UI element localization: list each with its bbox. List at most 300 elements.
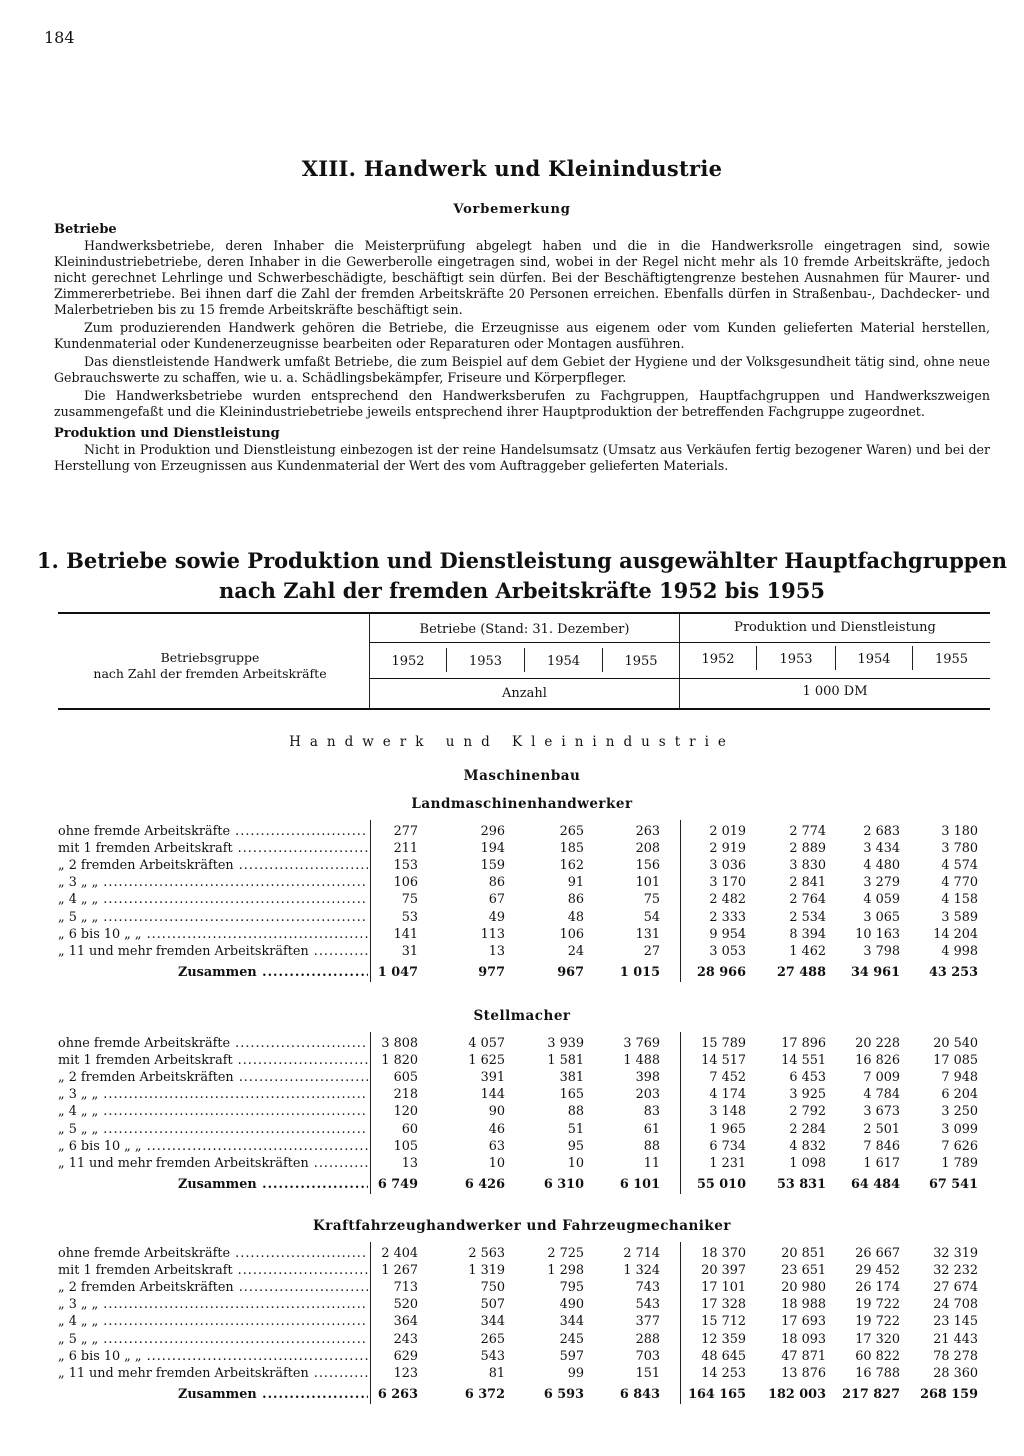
table-row bbox=[0, 1139, 1024, 1156]
cell-value: 90 bbox=[488, 1104, 505, 1120]
cell-value: 81 bbox=[488, 1365, 505, 1381]
table-row bbox=[0, 1053, 1024, 1070]
cell-value: 17 693 bbox=[781, 1314, 826, 1330]
cell-value: 78 278 bbox=[933, 1348, 978, 1364]
cell-value: 6 263 bbox=[377, 1386, 418, 1402]
cell-value: 23 145 bbox=[933, 1314, 978, 1330]
cell-value: 48 645 bbox=[701, 1348, 746, 1364]
cell-value: 27 674 bbox=[933, 1280, 978, 1296]
cell-value: 605 bbox=[393, 1070, 418, 1086]
cell-value: 3 808 bbox=[381, 1036, 418, 1051]
cell-value: 344 bbox=[559, 1314, 584, 1330]
cell-value: 19 722 bbox=[855, 1297, 900, 1313]
row-label: Zusammen ..... bbox=[178, 1387, 368, 1402]
cell-value: 54 bbox=[643, 909, 660, 925]
cell-value: 3 099 bbox=[941, 1121, 978, 1137]
year-divider bbox=[756, 646, 757, 670]
cell-value: 113 bbox=[480, 926, 505, 942]
cell-value: 2 501 bbox=[863, 1121, 900, 1137]
cell-value: 3 434 bbox=[863, 841, 900, 857]
cell-value: 1 965 bbox=[709, 1121, 746, 1137]
cell-value: 208 bbox=[635, 841, 660, 857]
cell-value: 3 939 bbox=[547, 1036, 584, 1051]
table-row bbox=[0, 927, 1024, 944]
cell-value: 3 180 bbox=[941, 824, 978, 839]
row-label: „ 11 und mehr fremden Arbeitskräften ..... bbox=[58, 1156, 368, 1171]
year-divider bbox=[602, 648, 603, 672]
group-heading: Kraftfahrzeughandwerker und Fahrzeugmechaniker bbox=[313, 1218, 731, 1234]
table-row bbox=[0, 824, 1024, 841]
cell-value: 1 617 bbox=[863, 1155, 900, 1171]
table-row bbox=[0, 1036, 1024, 1053]
cell-value: 43 253 bbox=[929, 964, 978, 980]
cell-value: 26 174 bbox=[855, 1280, 900, 1296]
cell-value: 750 bbox=[480, 1280, 505, 1296]
cell-value: 88 bbox=[567, 1104, 584, 1120]
cell-value: 795 bbox=[559, 1280, 584, 1296]
cell-value: 9 954 bbox=[709, 926, 746, 942]
cell-value: 17 896 bbox=[781, 1036, 826, 1051]
cell-value: 245 bbox=[559, 1331, 584, 1347]
cell-value: 211 bbox=[393, 841, 418, 857]
cell-value: 6 204 bbox=[941, 1087, 978, 1103]
cell-value: 28 360 bbox=[933, 1365, 978, 1381]
cell-value: 10 bbox=[567, 1155, 584, 1171]
cell-value: 3 780 bbox=[941, 841, 978, 857]
cell-value: 3 798 bbox=[863, 943, 900, 959]
cell-value: 3 148 bbox=[709, 1104, 746, 1120]
cell-value: 2 725 bbox=[547, 1246, 584, 1261]
cell-value: 2 774 bbox=[789, 824, 826, 839]
cell-value: 2 792 bbox=[789, 1104, 826, 1120]
cell-value: 27 bbox=[643, 943, 660, 959]
row-label: „ 4 „ „ ..... bbox=[58, 892, 368, 907]
cell-value: 63 bbox=[488, 1138, 505, 1154]
row-label: Zusammen ..... bbox=[178, 965, 368, 980]
cell-value: 153 bbox=[393, 858, 418, 874]
cell-value: 15 712 bbox=[701, 1314, 746, 1330]
cell-value: 507 bbox=[480, 1297, 505, 1313]
table-row bbox=[0, 910, 1024, 927]
cell-value: 4 174 bbox=[709, 1087, 746, 1103]
cell-value: 3 673 bbox=[863, 1104, 900, 1120]
cell-value: 2 889 bbox=[789, 841, 826, 857]
cell-value: 243 bbox=[393, 1331, 418, 1347]
cell-value: 20 851 bbox=[781, 1246, 826, 1261]
table-row bbox=[0, 1263, 1024, 1280]
cell-value: 7 009 bbox=[863, 1070, 900, 1086]
cell-value: 14 517 bbox=[701, 1053, 746, 1069]
table-row bbox=[0, 1314, 1024, 1331]
cell-value: 21 443 bbox=[933, 1331, 978, 1347]
cell-value: 99 bbox=[567, 1365, 584, 1381]
cell-value: 13 bbox=[401, 1155, 418, 1171]
cell-value: 13 bbox=[488, 943, 505, 959]
cell-value: 490 bbox=[559, 1297, 584, 1313]
year-1955: 1955 bbox=[934, 652, 969, 667]
row-label: „ 5 „ „ ..... bbox=[58, 1332, 368, 1347]
cell-value: 1 488 bbox=[623, 1053, 660, 1069]
table-row bbox=[0, 875, 1024, 892]
cell-value: 46 bbox=[488, 1121, 505, 1137]
cell-value: 105 bbox=[393, 1138, 418, 1154]
cell-value: 296 bbox=[480, 824, 505, 839]
year-1955: 1955 bbox=[624, 654, 658, 669]
cell-value: 156 bbox=[635, 858, 660, 874]
cell-value: 1 267 bbox=[381, 1263, 418, 1279]
cell-value: 60 822 bbox=[855, 1348, 900, 1364]
row-label: „ 4 „ „ ..... bbox=[58, 1104, 368, 1119]
cell-value: 3 279 bbox=[863, 875, 900, 891]
cell-value: 8 394 bbox=[789, 926, 826, 942]
cell-value: 1 319 bbox=[468, 1263, 505, 1279]
table-title-line1: 1. Betriebe sowie Produktion und Dienstleistung ausgewählter Hauptfachgruppen bbox=[36, 548, 1008, 573]
cell-value: 86 bbox=[488, 875, 505, 891]
cell-value: 15 789 bbox=[701, 1036, 746, 1051]
cell-value: 2 333 bbox=[709, 909, 746, 925]
cell-value: 1 231 bbox=[709, 1155, 746, 1171]
year-1953: 1953 bbox=[779, 652, 813, 667]
cell-value: 543 bbox=[635, 1297, 660, 1313]
cell-value: 18 370 bbox=[701, 1246, 746, 1261]
cell-value: 391 bbox=[480, 1070, 505, 1086]
cell-value: 4 832 bbox=[789, 1138, 826, 1154]
cell-value: 3 769 bbox=[623, 1036, 660, 1051]
cell-value: 83 bbox=[643, 1104, 660, 1120]
paragraph: Die Handwerksbetriebe wurden entsprechend den Handwerksberufen zu Fachgruppen, Hauptfachgruppen und Handwerkszweigen zusammengefaßt und die Kleinindustriebetriebe jeweils entsprechend ihrer Hauptproduktion der betreffenden Fachgruppe zugeordnet. bbox=[54, 388, 990, 419]
table-row bbox=[0, 858, 1024, 875]
produktion-header: Produktion und Dienstleistung bbox=[734, 620, 936, 635]
cell-value: 1 298 bbox=[547, 1263, 584, 1279]
cell-value: 20 397 bbox=[701, 1263, 746, 1279]
cell-value: 7 452 bbox=[709, 1070, 746, 1086]
cell-value: 543 bbox=[480, 1348, 505, 1364]
table-row bbox=[0, 1246, 1024, 1263]
cell-value: 520 bbox=[393, 1297, 418, 1313]
cell-value: 218 bbox=[393, 1087, 418, 1103]
cell-value: 217 827 bbox=[842, 1386, 900, 1402]
header-top-rule bbox=[58, 612, 990, 614]
cell-value: 4 770 bbox=[941, 875, 978, 891]
table-row bbox=[0, 1087, 1024, 1104]
cell-value: 14 204 bbox=[933, 926, 978, 942]
row-label: „ 3 „ „ ..... bbox=[58, 1297, 368, 1312]
cell-value: 1 324 bbox=[623, 1263, 660, 1279]
group-heading: Stellmacher bbox=[473, 1008, 571, 1024]
cell-value: 3 036 bbox=[709, 858, 746, 874]
cell-value: 4 998 bbox=[941, 943, 978, 959]
header-inner-rule bbox=[370, 678, 990, 679]
year-1954: 1954 bbox=[857, 652, 891, 667]
cell-value: 703 bbox=[635, 1348, 660, 1364]
year-1954: 1954 bbox=[546, 654, 581, 669]
cell-value: 185 bbox=[559, 841, 584, 857]
cell-value: 14 551 bbox=[781, 1053, 826, 1069]
cell-value: 75 bbox=[401, 892, 418, 908]
unit-1000dm: 1 000 DM bbox=[802, 684, 868, 699]
header-inner-rule bbox=[370, 642, 990, 643]
cell-value: 2 404 bbox=[381, 1246, 418, 1261]
category-heading: Maschinenbau bbox=[463, 768, 581, 784]
cell-value: 49 bbox=[488, 909, 505, 925]
cell-value: 3 053 bbox=[709, 943, 746, 959]
chapter-title: XIII. Handwerk und Kleinindustrie bbox=[301, 156, 723, 181]
cell-value: 2 919 bbox=[709, 841, 746, 857]
table-row bbox=[0, 1366, 1024, 1383]
cell-value: 16 826 bbox=[855, 1053, 900, 1069]
cell-value: 6 310 bbox=[543, 1176, 584, 1192]
cell-value: 3 830 bbox=[789, 858, 826, 874]
table-title-line2: nach Zahl der fremden Arbeitskräfte 1952 bis 1955 bbox=[219, 578, 825, 603]
cell-value: 141 bbox=[393, 926, 418, 942]
cell-value: 6 749 bbox=[377, 1176, 418, 1192]
cell-value: 24 708 bbox=[933, 1297, 978, 1313]
row-label: mit 1 fremden Arbeitskraft ..... bbox=[58, 841, 368, 856]
row-label: „ 11 und mehr fremden Arbeitskräften ..... bbox=[58, 944, 368, 959]
stub-header bbox=[60, 650, 360, 682]
table-row bbox=[0, 1070, 1024, 1087]
cell-value: 60 bbox=[401, 1121, 418, 1137]
cell-value: 162 bbox=[559, 858, 584, 874]
column-divider bbox=[680, 1032, 681, 1194]
cell-value: 144 bbox=[480, 1087, 505, 1103]
row-label: „ 11 und mehr fremden Arbeitskräften ..... bbox=[58, 1366, 368, 1381]
cell-value: 18 093 bbox=[781, 1331, 826, 1347]
cell-value: 364 bbox=[393, 1314, 418, 1330]
cell-value: 10 bbox=[488, 1155, 505, 1171]
cell-value: 377 bbox=[635, 1314, 660, 1330]
cell-value: 20 228 bbox=[855, 1036, 900, 1051]
cell-value: 67 bbox=[488, 892, 505, 908]
row-label: „ 5 „ „ ..... bbox=[58, 1122, 368, 1137]
intro-text bbox=[54, 222, 990, 476]
cell-value: 6 453 bbox=[789, 1070, 826, 1086]
cell-value: 17 101 bbox=[701, 1280, 746, 1296]
cell-value: 32 319 bbox=[933, 1246, 978, 1261]
row-label: mit 1 fremden Arbeitskraft ..... bbox=[58, 1053, 368, 1068]
row-label: „ 2 fremden Arbeitskräften ..... bbox=[58, 858, 368, 873]
cell-value: 2 841 bbox=[789, 875, 826, 891]
cell-value: 1 581 bbox=[547, 1053, 584, 1069]
cell-value: 265 bbox=[559, 824, 584, 839]
table-row bbox=[0, 1156, 1024, 1173]
column-divider bbox=[370, 1032, 371, 1194]
cell-value: 1 462 bbox=[789, 943, 826, 959]
cell-value: 53 bbox=[401, 909, 418, 925]
table-row bbox=[0, 944, 1024, 961]
row-label: „ 2 fremden Arbeitskräften ..... bbox=[58, 1280, 368, 1295]
cell-value: 24 bbox=[567, 943, 584, 959]
table-title bbox=[0, 546, 1024, 606]
cell-value: 2 019 bbox=[709, 824, 746, 839]
cell-value: 159 bbox=[480, 858, 505, 874]
paragraph: Handwerksbetriebe, deren Inhaber die Meisterprüfung abgelegt haben und die in die Handwerksrolle eingetragen sind, sowie Kleinindustriebetriebe, deren Inhaber in die Gewerberolle eingetragen sind, wobei in der Regel nicht mehr als 10 fremde Arbeitskräfte, jedoch nicht gerechnet Lehrlinge und Schwerbeschädigte, beschäftigt sein dürfen. Bei der Beschäftigtengrenze bestehen Ausnahmen für Maurer- und Zimmererbetriebe. Bei ihnen darf die Zahl der fremden Arbeitskräfte 20 Personen erreichen. Ebenfalls dürfen in Straßenbau-, Dachdecker- und Malerbetrieben bis zu 15 fremde Arbeitskräfte beschäftigt sein. bbox=[54, 238, 990, 317]
cell-value: 344 bbox=[480, 1314, 505, 1330]
cell-value: 13 876 bbox=[781, 1365, 826, 1381]
cell-value: 3 925 bbox=[789, 1087, 826, 1103]
table-row bbox=[0, 1280, 1024, 1297]
row-label: „ 5 „ „ ..... bbox=[58, 910, 368, 925]
cell-value: 7 948 bbox=[941, 1070, 978, 1086]
group-heading: Landmaschinenhandwerker bbox=[411, 796, 633, 812]
prelim-title: Vorbemerkung bbox=[453, 202, 571, 217]
cell-value: 75 bbox=[643, 892, 660, 908]
table-row bbox=[0, 1297, 1024, 1314]
cell-value: 86 bbox=[567, 892, 584, 908]
cell-value: 11 bbox=[643, 1155, 660, 1171]
cell-value: 713 bbox=[393, 1280, 418, 1296]
cell-value: 17 328 bbox=[701, 1297, 746, 1313]
year-divider bbox=[524, 648, 525, 672]
column-divider bbox=[370, 1242, 371, 1404]
row-label: Zusammen ..... bbox=[178, 1177, 368, 1192]
year-divider bbox=[835, 646, 836, 670]
cell-value: 28 966 bbox=[697, 964, 746, 980]
cell-value: 26 667 bbox=[855, 1246, 900, 1261]
cell-value: 3 589 bbox=[941, 909, 978, 925]
cell-value: 629 bbox=[393, 1348, 418, 1364]
cell-value: 203 bbox=[635, 1087, 660, 1103]
unit-anzahl: Anzahl bbox=[502, 686, 547, 701]
cell-value: 2 714 bbox=[623, 1246, 660, 1261]
cell-value: 16 788 bbox=[855, 1365, 900, 1381]
cell-value: 4 784 bbox=[863, 1087, 900, 1103]
cell-value: 106 bbox=[559, 926, 584, 942]
cell-value: 268 159 bbox=[920, 1386, 978, 1402]
cell-value: 4 059 bbox=[863, 892, 900, 908]
year-1952: 1952 bbox=[391, 654, 425, 669]
section-heading-betriebe: Betriebe bbox=[54, 222, 117, 237]
table-row bbox=[0, 1104, 1024, 1121]
cell-value: 20 540 bbox=[933, 1036, 978, 1051]
cell-value: 967 bbox=[557, 964, 584, 980]
cell-value: 31 bbox=[401, 943, 418, 959]
column-divider bbox=[680, 1242, 681, 1404]
cell-value: 977 bbox=[478, 964, 505, 980]
row-label: „ 4 „ „ ..... bbox=[58, 1314, 368, 1329]
cell-value: 4 158 bbox=[941, 892, 978, 908]
header-bottom-rule bbox=[58, 708, 990, 710]
row-label: ohne fremde Arbeitskräfte ..... bbox=[58, 1246, 368, 1261]
cell-value: 743 bbox=[635, 1280, 660, 1296]
cell-value: 1 047 bbox=[377, 964, 418, 980]
cell-value: 3 250 bbox=[941, 1104, 978, 1120]
cell-value: 32 232 bbox=[933, 1263, 978, 1279]
cell-value: 288 bbox=[635, 1331, 660, 1347]
cell-value: 6 843 bbox=[619, 1386, 660, 1402]
cell-value: 101 bbox=[635, 875, 660, 891]
cell-value: 10 163 bbox=[855, 926, 900, 942]
cell-value: 20 980 bbox=[781, 1280, 826, 1296]
page-number: 184 bbox=[44, 28, 75, 47]
cell-value: 597 bbox=[559, 1348, 584, 1364]
row-label: „ 6 bis 10 „ „ ..... bbox=[58, 927, 368, 942]
row-label: ohne fremde Arbeitskräfte ..... bbox=[58, 824, 368, 839]
table-row bbox=[0, 1349, 1024, 1366]
cell-value: 17 085 bbox=[933, 1053, 978, 1069]
table-row bbox=[0, 1122, 1024, 1139]
cell-value: 182 003 bbox=[768, 1386, 826, 1402]
cell-value: 265 bbox=[480, 1331, 505, 1347]
cell-value: 165 bbox=[559, 1087, 584, 1103]
cell-value: 398 bbox=[635, 1070, 660, 1086]
cell-value: 19 722 bbox=[855, 1314, 900, 1330]
cell-value: 106 bbox=[393, 875, 418, 891]
cell-value: 2 563 bbox=[468, 1246, 505, 1261]
cell-value: 7 846 bbox=[863, 1138, 900, 1154]
cell-value: 263 bbox=[635, 824, 660, 839]
cell-value: 164 165 bbox=[688, 1386, 746, 1402]
row-label: „ 2 fremden Arbeitskräften ..... bbox=[58, 1070, 368, 1085]
cell-value: 194 bbox=[480, 841, 505, 857]
year-divider bbox=[912, 646, 913, 670]
cell-value: 7 626 bbox=[941, 1138, 978, 1154]
cell-value: 3 170 bbox=[709, 875, 746, 891]
row-label: „ 6 bis 10 „ „ ..... bbox=[58, 1349, 368, 1364]
paragraph: Zum produzierenden Handwerk gehören die Betriebe, die Erzeugnisse aus eigenem oder vom Kunden gelieferten Material herstellen, Kundenmaterial oder Kundenerzeugnisse bearbeiten oder Reparaturen oder Montagen ausführen. bbox=[54, 320, 990, 351]
cell-value: 123 bbox=[393, 1365, 418, 1381]
cell-value: 4 480 bbox=[863, 858, 900, 874]
cell-value: 47 871 bbox=[781, 1348, 826, 1364]
cell-value: 2 683 bbox=[863, 824, 900, 839]
cell-value: 4 057 bbox=[468, 1036, 505, 1051]
cell-value: 64 484 bbox=[851, 1176, 900, 1192]
cell-value: 2 482 bbox=[709, 892, 746, 908]
table-row bbox=[0, 1332, 1024, 1349]
cell-value: 95 bbox=[567, 1138, 584, 1154]
year-1953: 1953 bbox=[468, 654, 503, 669]
band-heading: Handwerk und Kleinindustrie bbox=[289, 734, 735, 750]
cell-value: 2 534 bbox=[789, 909, 826, 925]
cell-value: 53 831 bbox=[777, 1176, 826, 1192]
cell-value: 4 574 bbox=[941, 858, 978, 874]
cell-value: 27 488 bbox=[777, 964, 826, 980]
row-label: ohne fremde Arbeitskräfte ..... bbox=[58, 1036, 368, 1051]
cell-value: 2 284 bbox=[789, 1121, 826, 1137]
cell-value: 51 bbox=[567, 1121, 584, 1137]
cell-value: 91 bbox=[567, 875, 584, 891]
section-heading-produktion: Produktion und Dienstleistung bbox=[54, 426, 280, 441]
row-label: „ 3 „ „ ..... bbox=[58, 1087, 368, 1102]
cell-value: 277 bbox=[393, 824, 418, 839]
cell-value: 1 789 bbox=[941, 1155, 978, 1171]
cell-value: 1 820 bbox=[381, 1053, 418, 1069]
cell-value: 6 734 bbox=[709, 1138, 746, 1154]
table-total-row bbox=[0, 965, 1024, 982]
cell-value: 23 651 bbox=[781, 1263, 826, 1279]
year-1952: 1952 bbox=[701, 652, 735, 667]
cell-value: 17 320 bbox=[855, 1331, 900, 1347]
row-label: „ 6 bis 10 „ „ ..... bbox=[58, 1139, 368, 1154]
column-divider bbox=[370, 820, 371, 982]
row-label: „ 3 „ „ ..... bbox=[58, 875, 368, 890]
cell-value: 1 098 bbox=[789, 1155, 826, 1171]
cell-value: 6 426 bbox=[464, 1176, 505, 1192]
betriebe-header: Betriebe (Stand: 31. Dezember) bbox=[419, 622, 630, 637]
cell-value: 29 452 bbox=[855, 1263, 900, 1279]
table-total-row bbox=[0, 1177, 1024, 1194]
cell-value: 18 988 bbox=[781, 1297, 826, 1313]
cell-value: 1 625 bbox=[468, 1053, 505, 1069]
paragraph: Das dienstleistende Handwerk umfaßt Betriebe, die zum Beispiel auf dem Gebiet der Hygiene und der Volksgesundheit tätig sind, ohne neue Gebrauchswerte zu schaffen, wie u. a. Schädlingsbekämpfer, Friseure und Körperpfleger. bbox=[54, 354, 990, 385]
row-label: mit 1 fremden Arbeitskraft ..... bbox=[58, 1263, 368, 1278]
table-row bbox=[0, 841, 1024, 858]
cell-value: 6 593 bbox=[543, 1386, 584, 1402]
cell-value: 6 372 bbox=[464, 1386, 505, 1402]
cell-value: 67 541 bbox=[929, 1176, 978, 1192]
cell-value: 6 101 bbox=[619, 1176, 660, 1192]
cell-value: 14 253 bbox=[701, 1365, 746, 1381]
